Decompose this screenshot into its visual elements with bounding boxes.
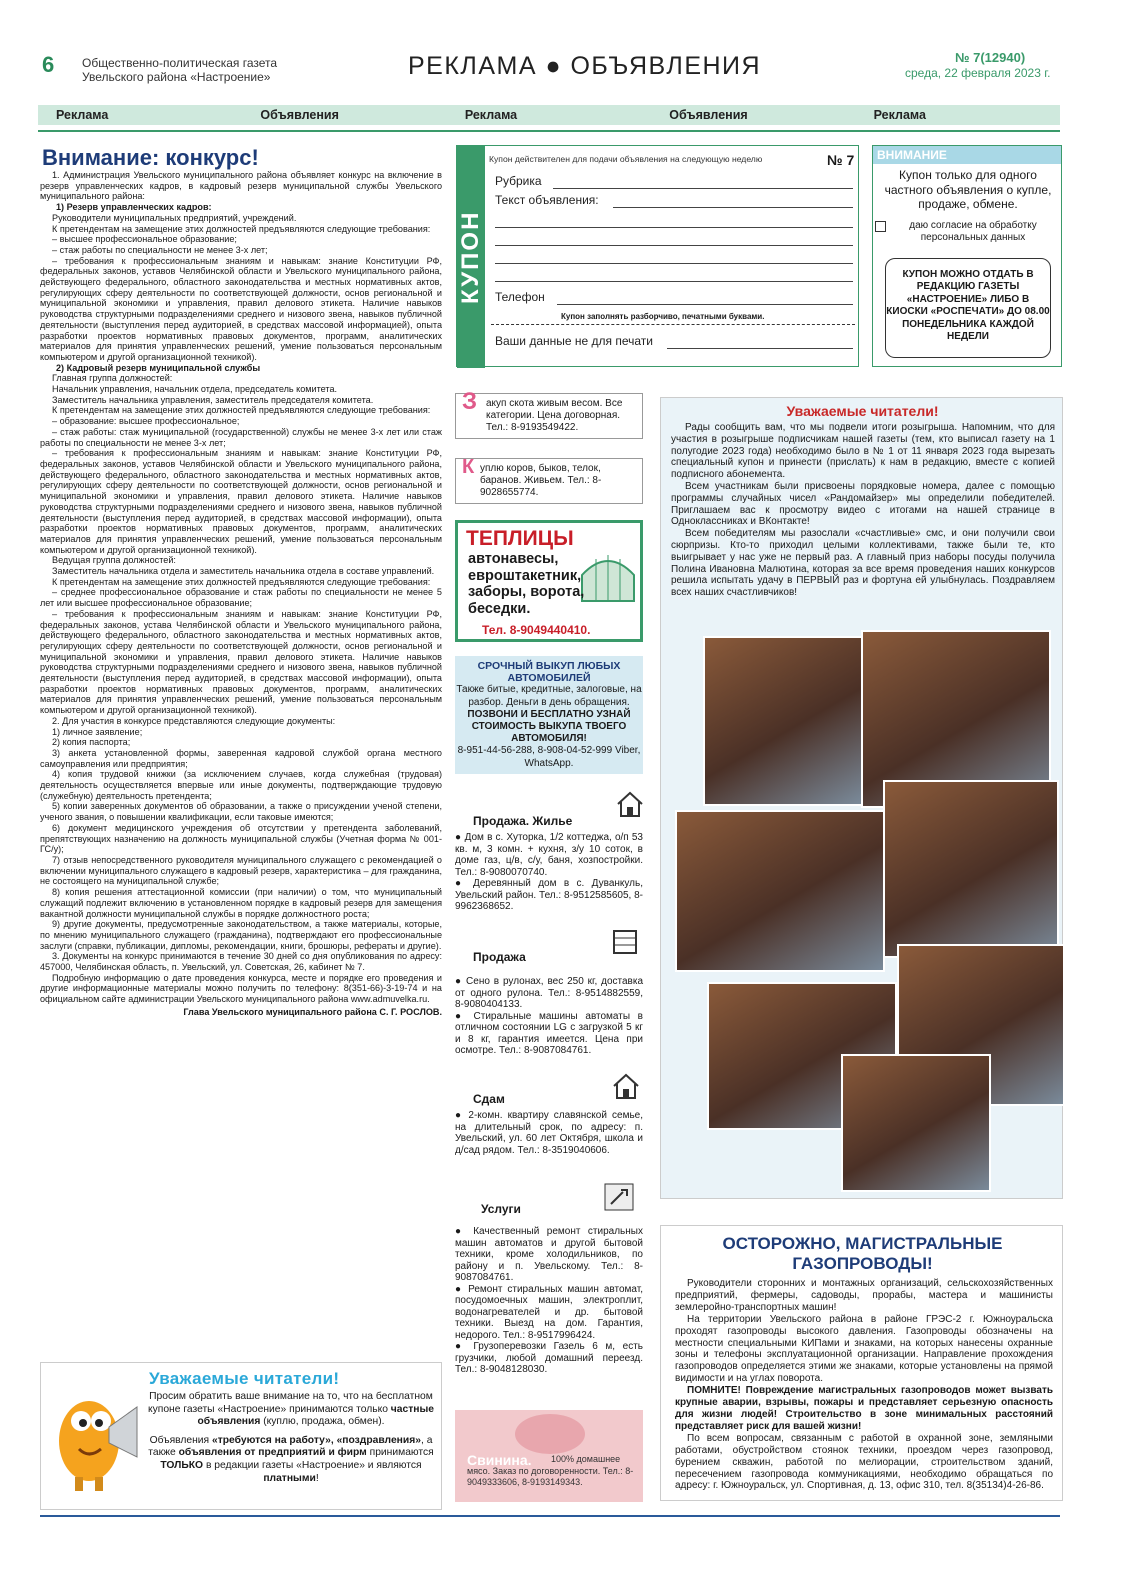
konkurs-signature: Глава Увельского муниципального района С. Г. РОСЛОВ.	[183, 1006, 442, 1017]
konkurs-paragraph: – среднее профессиональное образование и стаж работы по специальности не менее 5 лет или высшее профессиональное образование;	[40, 587, 442, 609]
konkurs-paragraph: Главная группа должностей:	[52, 373, 173, 384]
konkurs-paragraph: Заместитель начальника отдела и заместитель начальника отдела в составе управлений.	[52, 566, 435, 577]
konkurs-paragraph: – требования к профессиональным знаниям и навыкам: знание Конституции РФ, федеральных законов, уставов Челябинской области и Увельского муниципального района, действующего федерального, областного законодательства и местных нормативных актов, регулирующих сферу деятельности по соответствующей должности, основ региональной и муниципальной экономики и управления, правил делового этикета. Наличие навыков руководства структурными подразделениями среднего и низового звена, навыков публичной деятельности (выступления перед аудиторией, в средствах массовой информации), опыта разработки проектов нормативных правовых документов, программ, аналитических материалов для принятия управленческих решений, умение пользоваться персональным компьютером и другой организационной техникой).	[40, 448, 442, 555]
ad-kuplyu: К уплю коров, быков, телок, баранов. Живьем. Тел.: 8-9028655774.	[455, 458, 643, 504]
rubric-bar	[38, 105, 1060, 125]
konkurs-paragraph: 1. Администрация Увельского муниципального района объявляет конкурс на включение в резерв управленческих кадров, в кадровый резерв муниципальной службы Увельского муниципального района:	[40, 170, 442, 202]
ad-teplicy	[455, 520, 643, 642]
winner-photo	[675, 810, 885, 972]
ad-zakup: З акуп скота живым весом. Все категории. Цена договорная. Тел.: 8-9193549422.	[455, 393, 643, 439]
konkurs-paragraph: – высшее профессиональное образование;	[52, 234, 237, 245]
winner-photo	[883, 780, 1059, 958]
coupon-text-line[interactable]	[495, 263, 853, 264]
konkurs-paragraph: 2. Для участия в конкурсе представляются следующие документы:	[52, 715, 336, 726]
rubric-label: Реклама	[464, 108, 518, 122]
vykup-head: СРОЧНЫЙ ВЫКУП ЛЮБЫХ АВТОМОБИЛЕЙ	[477, 660, 621, 685]
konkurs-paragraph: 7) отзыв непосредственного руководителя муниципального служащего с рекомендацией о включении муниципального служащего в кадровый резерв, характеристика – для гражданина, не состоящего на муниципальной службе;	[40, 855, 442, 887]
classified-item: ● 2-комн. квартиру славянской семье, на длительный срок, по адресу: п. Увельский, ул. 60 лет Октября, школа и д/сад рядом. Тел.: 8-3519040606.	[455, 1110, 643, 1156]
readers-note-text: Просим обратить ваше внимание на то, что на бесплатном купоне газеты «Настроение» принимаются только частные объявления (куплю, продажа, обмен). Объявления «требуются на работу», «поздравления», а также объявления от предприятий и фирм принимаются ТОЛЬКО в редакции газеты «Настроение» и являются платными!	[147, 1391, 435, 1484]
publication-name: Общественно-политическая газета Увельского района «Настроение»	[82, 56, 278, 84]
coupon-text-label: Текст объявления:	[495, 193, 599, 207]
teplicy-title: ТЕПЛИЦЫ	[466, 527, 574, 550]
coupon-side-label: КУПОН	[457, 146, 485, 368]
readers-article	[660, 397, 1063, 1199]
konkurs-paragraph: – стаж работы: стаж муниципальной (государственной) службы не менее 3-х лет или стаж работы по специальности не менее 3-х лет;	[40, 426, 442, 448]
consent-checkbox[interactable]	[875, 221, 886, 232]
megaphone-mascot-icon	[49, 1377, 141, 1493]
konkurs-paragraph: Начальник управления, начальник отдела, председатель комитета.	[52, 384, 338, 395]
section-title: РЕКЛАМА ● ОБЪЯВЛЕНИЯ	[408, 52, 762, 80]
svina-title: Свинина.	[467, 1452, 532, 1468]
winner-photo	[841, 1054, 991, 1192]
pig-image	[515, 1414, 585, 1454]
classified-item: ● Дом в с. Хуторка, 1/2 коттеджа, о/п 53 кв. м, 3 комн. + кухня, з/у 10 соток, в доме газ, ц/в, с/у, баня, хозпостройки. Тел.: 8-9080070740.	[455, 832, 643, 878]
rubric-label: Реклама	[56, 108, 109, 122]
konkurs-paragraph: – образование: высшее профессиональное;	[52, 416, 240, 427]
header-divider	[38, 130, 1060, 132]
konkurs-paragraph: Руководители муниципальных предприятий, учреждений.	[52, 212, 297, 223]
rubric-label: Реклама	[873, 108, 926, 122]
konkurs-paragraph: – стаж работы по специальности не менее 3-х лет;	[52, 244, 268, 255]
coupon-rubric-line[interactable]	[553, 188, 853, 189]
coupon-text-line[interactable]	[495, 281, 853, 282]
ad-coupon	[456, 145, 859, 367]
notice-head: ВНИМАНИЕ	[873, 146, 1061, 164]
rubric-title: Продажа. Жилье	[473, 814, 573, 828]
konkurs-title: Внимание: конкурс!	[42, 145, 259, 170]
coupon-phone-line[interactable]	[557, 304, 853, 305]
house-icon	[615, 790, 645, 818]
winner-photo	[703, 636, 863, 806]
issue-number: № 7(12940)	[955, 50, 1026, 65]
readers-note-box	[40, 1362, 442, 1510]
teplicy-list: автонавесы, евроштакетник, заборы, ворота, беседки.	[468, 551, 585, 617]
dresser-icon	[611, 928, 639, 956]
vykup-cta: ПОЗВОНИ И БЕСПЛАТНО УЗНАЙ СТОИМОСТЬ ВЫКУПА ТВОЕГО АВТОМОБИЛЯ!	[467, 708, 631, 745]
vykup-body: Также битые, кредитные, залоговые, на разбор. Деньги в день обращения.	[456, 684, 642, 708]
readers-body: Рады сообщить вам, что мы подвели итоги розыгрыша. Напомним, что для участия в розыгрыше подписчикам нашей газеты (тем, кто выписал газету на 1 полугодие 2023 года) необходимо было в № 1 от 11 января 2023 года вырезать специальный купон и принести (прислать) к нам в редакцию, вместе с копией подписного абонемента. Всем участникам были присвоены порядковые номера, далее с помощью программы случайных чисел «Рандомайзер» мы определили победителей. Приглашаем вас к просмотру видео с итогами на нашей странице в Одноклассниках и ВКонтакте! Всем победителям мы разослали «счастливые» смс, и они получили свои сюрпризы. Кто-то приходил целыми коллективами, также были те, кто выигрывает у нас уже не первый раз. А главный приз наборы посуды получила Полина Ивановна Малютина, которая за все время проведения наших конкурсов решила испытать удачу в ПЕРВЫЙ раз и фортуна ей улыбнулась. Поздравляем всех наших счастливчиков!	[671, 422, 1055, 599]
ad-svinina	[455, 1410, 643, 1502]
coupon-cut-line	[491, 324, 855, 325]
consent-row[interactable]: даю согласие на обработку персональных данных	[875, 220, 1061, 244]
konkurs-paragraph: Подробную информацию о дате проведения конкурса, месте и порядке его проведения и другие информационные материалы можно получить по телефону: 8(351-66)-3-19-74 и на официальном сайте администрации Увельского муниципального района www.admuvelka.ru.	[40, 972, 442, 1005]
coupon-text-line[interactable]	[495, 245, 853, 246]
konkurs-paragraph: К претендентам на замещение этих должностей предъявляются следующие требования:	[52, 576, 431, 587]
konkurs-paragraph: 9) другие документы, предусмотренные законодательством, а также материалы, которые, по мнению муниципального служащего (гражданина), подтверждают его профессиональные заслуги (справки, публикации, дипломы, рекомендации, книги, брошюры, рефераты и другие).	[40, 919, 442, 951]
classified-item: ● Качественный ремонт стиральных машин автоматов и другой бытовой техники, кроме холодильников, по району и п. Увельскому. Тел.: 8-9087084761.	[455, 1226, 643, 1283]
classified-item: ● Сено в рулонах, вес 250 кг, доставка от одного рулона. Тел.: 8-9514882559, 8-9080404133.	[455, 976, 643, 1010]
coupon-number: № 7	[827, 152, 855, 168]
page-number: 6	[42, 52, 55, 77]
konkurs-paragraph: 8) копия решения аттестационной комиссии (при наличии) о том, что муниципальный служащий подлежит включению в установленном порядке в кадровый резерв для замещения вакантной должности муниципальной службы в порядке должностного роста;	[40, 887, 442, 919]
konkurs-paragraph: Ведущая группа должностей:	[52, 555, 176, 566]
notice-text: Купон только для одного частного объявления о купле, продаже, обмене.	[884, 168, 1052, 211]
coupon-fill-note: Купон заполнять разборчиво, печатными буквами.	[561, 312, 765, 321]
coupon-rubric-label: Рубрика	[495, 174, 542, 188]
konkurs-paragraph: 6) документ медицинского учреждения об отсутствии у претендента заболеваний, препятствующих назначению на должность муниципальной службы (Учетная форма № 001-ГС/у);	[40, 822, 442, 855]
coupon-private-line[interactable]	[667, 348, 853, 349]
konkurs-paragraph: К претендентам на замещение этих должностей предъявляются следующие требования:	[52, 405, 431, 416]
coupon-valid-note: Купон действителен для подачи объявления на следующую неделю	[489, 154, 763, 164]
konkurs-paragraph: 3. Документы на конкурс принимаются в течение 30 дней со дня опубликования по адресу: 457000, Челябинская область, п. Увельский, ул. Советская, 26, кабинет № 7.	[40, 951, 442, 973]
readers-title: Уважаемые читатели!	[786, 403, 939, 419]
konkurs-paragraph: 4) копия трудовой книжки (за исключением случаев, когда служебная (трудовая) деятельность осуществляется впервые или иные документы, подтверждающие трудовую (служебную) деятельность претендента;	[40, 769, 442, 801]
rubric-title: Продажа	[473, 950, 526, 964]
classified-item: ● Стиральные машины автоматы в отличном состоянии LG с загрузкой 5 кг и 8 кг, гарантия имеется. Цена при осмотре. Тел.: 8-9087084761.	[455, 1010, 643, 1056]
rubric-label: Объявления	[669, 108, 748, 122]
readers-note-title: Уважаемые читатели!	[149, 1369, 340, 1388]
rubric-label: Объявления	[260, 108, 339, 122]
footer-line	[40, 1515, 1060, 1517]
coupon-notice	[872, 145, 1062, 367]
gas-pipeline-warning	[660, 1225, 1063, 1501]
coupon-phone-label: Телефон	[495, 290, 545, 304]
konkurs-paragraph: 1) Резерв управленческих кадров:	[56, 202, 212, 213]
house-icon	[611, 1072, 641, 1100]
konkurs-paragraph: Заместитель начальника управления, заместитель председателя комитета.	[52, 394, 374, 405]
issue-date: среда, 22 февраля 2023 г.	[905, 66, 1051, 80]
tools-icon	[603, 1182, 635, 1212]
coupon-private-label: Ваши данные не для печати	[495, 334, 654, 348]
rubric-title: Услуги	[481, 1202, 521, 1216]
svina-body: мясо. Заказ по договоренности. Тел.: 8-9049333606, 8-9193149343.	[467, 1466, 634, 1487]
gas-title: ОСТОРОЖНО, МАГИСТРАЛЬНЫЕ ГАЗОПРОВОДЫ!	[722, 1234, 1003, 1273]
svina-subtitle: 100% домашнее	[551, 1454, 621, 1464]
vykup-phone: 8-951-44-56-288, 8-908-04-52-999 Viber, WhatsApp.	[457, 745, 641, 769]
konkurs-body	[40, 170, 442, 1338]
konkurs-paragraph: 2) копия паспорта;	[52, 737, 131, 748]
konkurs-paragraph: – требования к профессиональным знаниям и навыкам: знание Конституции РФ, федеральных законов, уставов Челябинской области и Увельского муниципального района, действующего федерального, областного законодательства и местных нормативных актов, регулирующих сферу деятельности по соответствующей должности, основ региональной и муниципальной экономики и управления, правил делового этикета. Наличие навыков руководства структурными подразделениями среднего и низового звена, навыков публичной деятельности (выступления перед аудиторией, в средствах массовой информацией), опыта разработки проектов нормативных правовых документов, программ, аналитических материалов для принятия управленческих решений, умение пользоваться персональным компьютером и другой организационной техникой).	[40, 255, 442, 362]
coupon-delivery-box: КУПОН МОЖНО ОТДАТЬ В РЕДАКЦИЮ ГАЗЕТЫ «НАСТРОЕНИЕ» ЛИБО В КИОСКИ «РОСПЕЧАТИ» ДО 08.00 ПОНЕДЕЛЬНИКА КАЖДОЙ НЕДЕЛИ	[885, 258, 1051, 358]
classified-item: ● Ремонт стиральных машин автомат, посудомоечных машин, электроплит, водонагревателей и др. бытовой техники. Выезд на дом. Гарантия, недорого. Тел.: 8-9517996424.	[455, 1283, 643, 1341]
ad-vykup	[455, 656, 643, 774]
rubric-title: Сдам	[473, 1092, 505, 1106]
konkurs-paragraph: 1) личное заявление;	[52, 726, 143, 737]
konkurs-paragraph: 2) Кадровый резерв муниципальной службы	[56, 362, 261, 373]
classified-item: ● Грузоперевозки Газель 6 м, есть грузчики, любой домашний переезд. Тел.: 8-9048128030.	[455, 1341, 643, 1375]
coupon-text-line[interactable]	[495, 227, 853, 228]
konkurs-paragraph: 5) копии заверенных документов об образовании, а также о присуждении ученой степени, ученого звания, о повышении квалификации, если таковые имеются;	[40, 801, 442, 823]
konkurs-paragraph: – требования к профессиональным знаниям и навыкам: знание Конституции РФ, федеральных законов, устава Челябинской области и Увельского муниципального района, действующего федерального, областного законодательства и местных нормативных актов, регулирующих сферу деятельности по соответствующей должности, основ региональной и муниципальной экономики и управления, правил делового этикета. Наличие навыков руководства структурными подразделениями среднего и низового звена, навыков публичной деятельности (выступления перед аудиторией, в средствах массовой информации), опыта разработки проектов нормативных правовых документов, программ, аналитических материалов для принятия управленческих решений, умение пользоваться персональным компьютером и другой организационной техникой).	[40, 608, 442, 716]
gas-body: Руководители сторонних и монтажных организаций, сельскохозяйственных предприятий, фермеры, садоводы, прорабы, мастера и машинисты землеройно-транспортных машин! На территории Увельского района в районе ГРЭС-2 г. Южноуральска проходят газопроводы высокого давления. Газопроводы обозначены на местности специальными КИПами и знаками, на которых нанесены охранные зоны и телефоны эксплуатационной организации. Направление прохождения газопроводов определяется этими же знаками, которые установлены на прямой видимости и на углах поворота. ПОМНИТЕ! Повреждение магистральных газопроводов может вызвать крупные аварии, взрывы, пожары и представляет серьезную опасность для жизни людей! Строительство в зоне минимальных расстояний представляет риск для вашей жизни! По всем вопросам, связанным с работой в охранной зоне, земляными работами, обустройством стоянок техники, проездом через газопровод, бурением скважин, работой по мелиорации, строительством зданий, пересечением газопровода коммуникациями, необходимо обращаться по адресу: г. Южноуральск, ул. Спортивная, д. 13, офис 310, тел. 8(35134)4-26-86.	[675, 1278, 1053, 1492]
teplicy-phone: Тел. 8-9049440410.	[482, 623, 591, 637]
coupon-text-line[interactable]	[613, 207, 853, 208]
classified-item: ● Деревянный дом в с. Дуванкуль, Увельский район. Тел.: 8-9512585605, 8-9962368652.	[455, 878, 643, 912]
konkurs-paragraph: 3) анкета установленной формы, заверенная кадровой службой органа местного самоуправления или предприятия;	[40, 747, 442, 769]
konkurs-paragraph: К претендентам на замещение этих должностей предъявляются следующие требования:	[52, 223, 431, 234]
